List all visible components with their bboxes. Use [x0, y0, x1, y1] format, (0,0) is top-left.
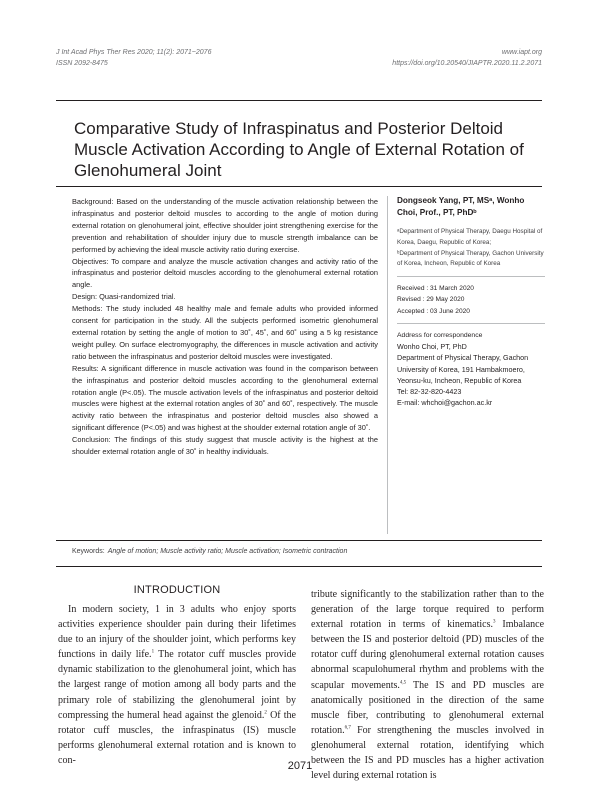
correspondence-email[interactable]: E-mail: whchoi@gachon.ac.kr	[397, 398, 493, 408]
intro-sentence: Of the rotator cuff muscles, the infraspinatus (IS) muscle performs glenohumeral external rotation and is known to con-	[58, 709, 296, 766]
revised-date: Revised : 29 May 2020	[397, 296, 465, 304]
intro-sentence: tribute significantly to the stabilization rather than to the generation of the large torque required to perform external rotation in terms of kinematics.	[311, 589, 544, 631]
keywords-divider-bottom	[56, 566, 542, 567]
citation-ref: 1	[151, 649, 155, 655]
correspondence-phone: Tel: 82-32-820-4423	[397, 387, 462, 397]
side-divider	[397, 276, 545, 277]
author-info	[397, 195, 545, 409]
doi-link[interactable]: https://doi.org/10.20540/JIAPTR.2020.11.2.2071	[392, 60, 542, 67]
intro-sentence: The rotator cuff muscles provide dynamic stabilization to the glenohumeral joint, which has the largest range of motion among all body parts and the primary role of stabilizing the glenohumeral joint by compressing the humeral head against the glenoid.	[58, 649, 297, 721]
issn: ISSN 2092-8475	[56, 60, 108, 67]
keywords-value: Angle of motion; Muscle activity ratio; Muscle activation; Isometric contraction	[107, 548, 348, 555]
column-divider	[387, 196, 388, 534]
intro-sentence: Imbalance between the IS and posterior deltoid (PD) muscles of the rotator cuff during glenohumeral external rotation causes abnormal scapulohumeral rhythm and problems with the scapular movements.	[311, 619, 545, 691]
citation-ref: 6,7	[344, 725, 351, 731]
journal-citation: J Int Acad Phys Ther Res 2020; 11(2): 2071~2076	[56, 49, 212, 56]
intro-paragraph	[58, 602, 296, 768]
citation-ref: 2	[264, 710, 267, 716]
correspondence-address: Department of Physical Therapy, Gachon University of Korea, 191 Hambakmoero, Yeonsu-ku, Incheon, Republic of Korea	[397, 353, 529, 385]
top-divider	[56, 100, 542, 101]
page-number: 2071	[287, 760, 313, 772]
accepted-date: Accepted : 03 June 2020	[397, 307, 470, 315]
abstract-conclusion: Conclusion: The findings of this study suggest that muscle activity is the highest at the shoulder external rotation angle of 30˚ in healthy individuals.	[72, 435, 378, 457]
correspondence-name: Wonho Choi, PT, PhD	[397, 342, 467, 352]
abstract-design: Design: Quasi-randomized trial.	[72, 292, 176, 302]
keywords-divider-top	[56, 540, 542, 541]
keywords	[72, 548, 347, 555]
intro-sentence: The IS and PD muscles are anatomically positioned in the direction of the same muscle fiber, contributing to glenohumeral external rotation.	[311, 679, 544, 736]
correspondence-label: Address for correspondence	[397, 332, 483, 340]
abstract-methods: Methods: The study included 48 healthy male and female adults who provided informed consent for participation in the study. All the subjects performed isometric glenohumeral external rotation by setting the angle of motion to 30˚, 45˚, and 60˚ using a 5 kg resistance weight pulley. On surface electromyography, the differences in muscle activation and activity ratio between the infraspinatus and posterior deltoid muscles were investigated.	[72, 304, 378, 361]
section-heading-introduction: INTRODUCTION	[133, 584, 221, 596]
intro-paragraph-continued	[311, 587, 544, 783]
running-header-right	[392, 47, 542, 69]
received-date: Received : 31 March 2020	[397, 285, 474, 293]
keywords-label: Keywords:	[72, 548, 105, 555]
abstract	[72, 196, 378, 458]
intro-sentence: In modern society, 1 in 3 adults who enjoy sports activities experience shoulder pain during their lifetimes due to an injury of the shoulder joint, which performs key functions in daily life.	[58, 604, 296, 661]
abstract-objectives: Objectives: To compare and analyze the muscle activation changes and activity ratio of the infraspinatus and posterior deltoid muscles according to the glenohumeral external rotation angle.	[72, 256, 378, 290]
article-title: Comparative Study of Infraspinatus and Posterior Deltoid Muscle Activation According to Angle of External Rotation of Glenohumeral Joint	[74, 119, 524, 180]
intro-sentence: For strengthening the muscles involved in glenohumeral external rotation, identifying which between the IS and PD muscles has a higher activation level during external rotation is	[311, 724, 544, 782]
body-column-right	[311, 587, 544, 783]
running-header-left	[56, 47, 211, 69]
body-column-left	[58, 602, 296, 768]
side-divider-2	[397, 323, 545, 324]
affiliation-b: ᵇDepartment of Physical Therapy, Gachon University of Korea, Incheon, Republic of Korea	[397, 249, 544, 268]
abstract-background: Background: Based on the understanding of the muscle activation relationship between the infraspinatus and posterior deltoid muscles to according to the angle of motion during external rotation on glenohumeral joint, effective shoulder joint strengthening exercise for the prevention and rehabilitation of shoulder injury due to muscle strength imbalance can be performed by achieving the ideal muscle activity ratio during exercise.	[72, 197, 378, 254]
abstract-results: Results: A significant difference in muscle activation was found in the comparison between the infraspinatus and posterior deltoid muscles according to the glenohumeral external rotation angle (P<.05). The muscle activation levels of the infraspinatus and posterior deltoid muscles were highest at the external rotation angles of 30˚ and 60˚, respectively. The muscle activity ratio between the infraspinatus and posterior deltoid muscles also showed a significant difference (P<.05) and was highest at the shoulder external rotation angle of 30˚.	[72, 363, 378, 433]
citation-ref: 3	[492, 619, 496, 625]
affiliation-a: ᵃDepartment of Physical Therapy, Daegu Hospital of Korea, Daegu, Republic of Korea;	[397, 228, 543, 246]
citation-ref: 4,5	[399, 680, 407, 686]
author-list: Dongseok Yang, PT, MSᵃ, Wonho Choi, Prof., PT, PhDᵇ	[397, 196, 525, 217]
journal-url[interactable]: www.iapt.org	[501, 49, 542, 56]
title-divider	[56, 186, 542, 187]
